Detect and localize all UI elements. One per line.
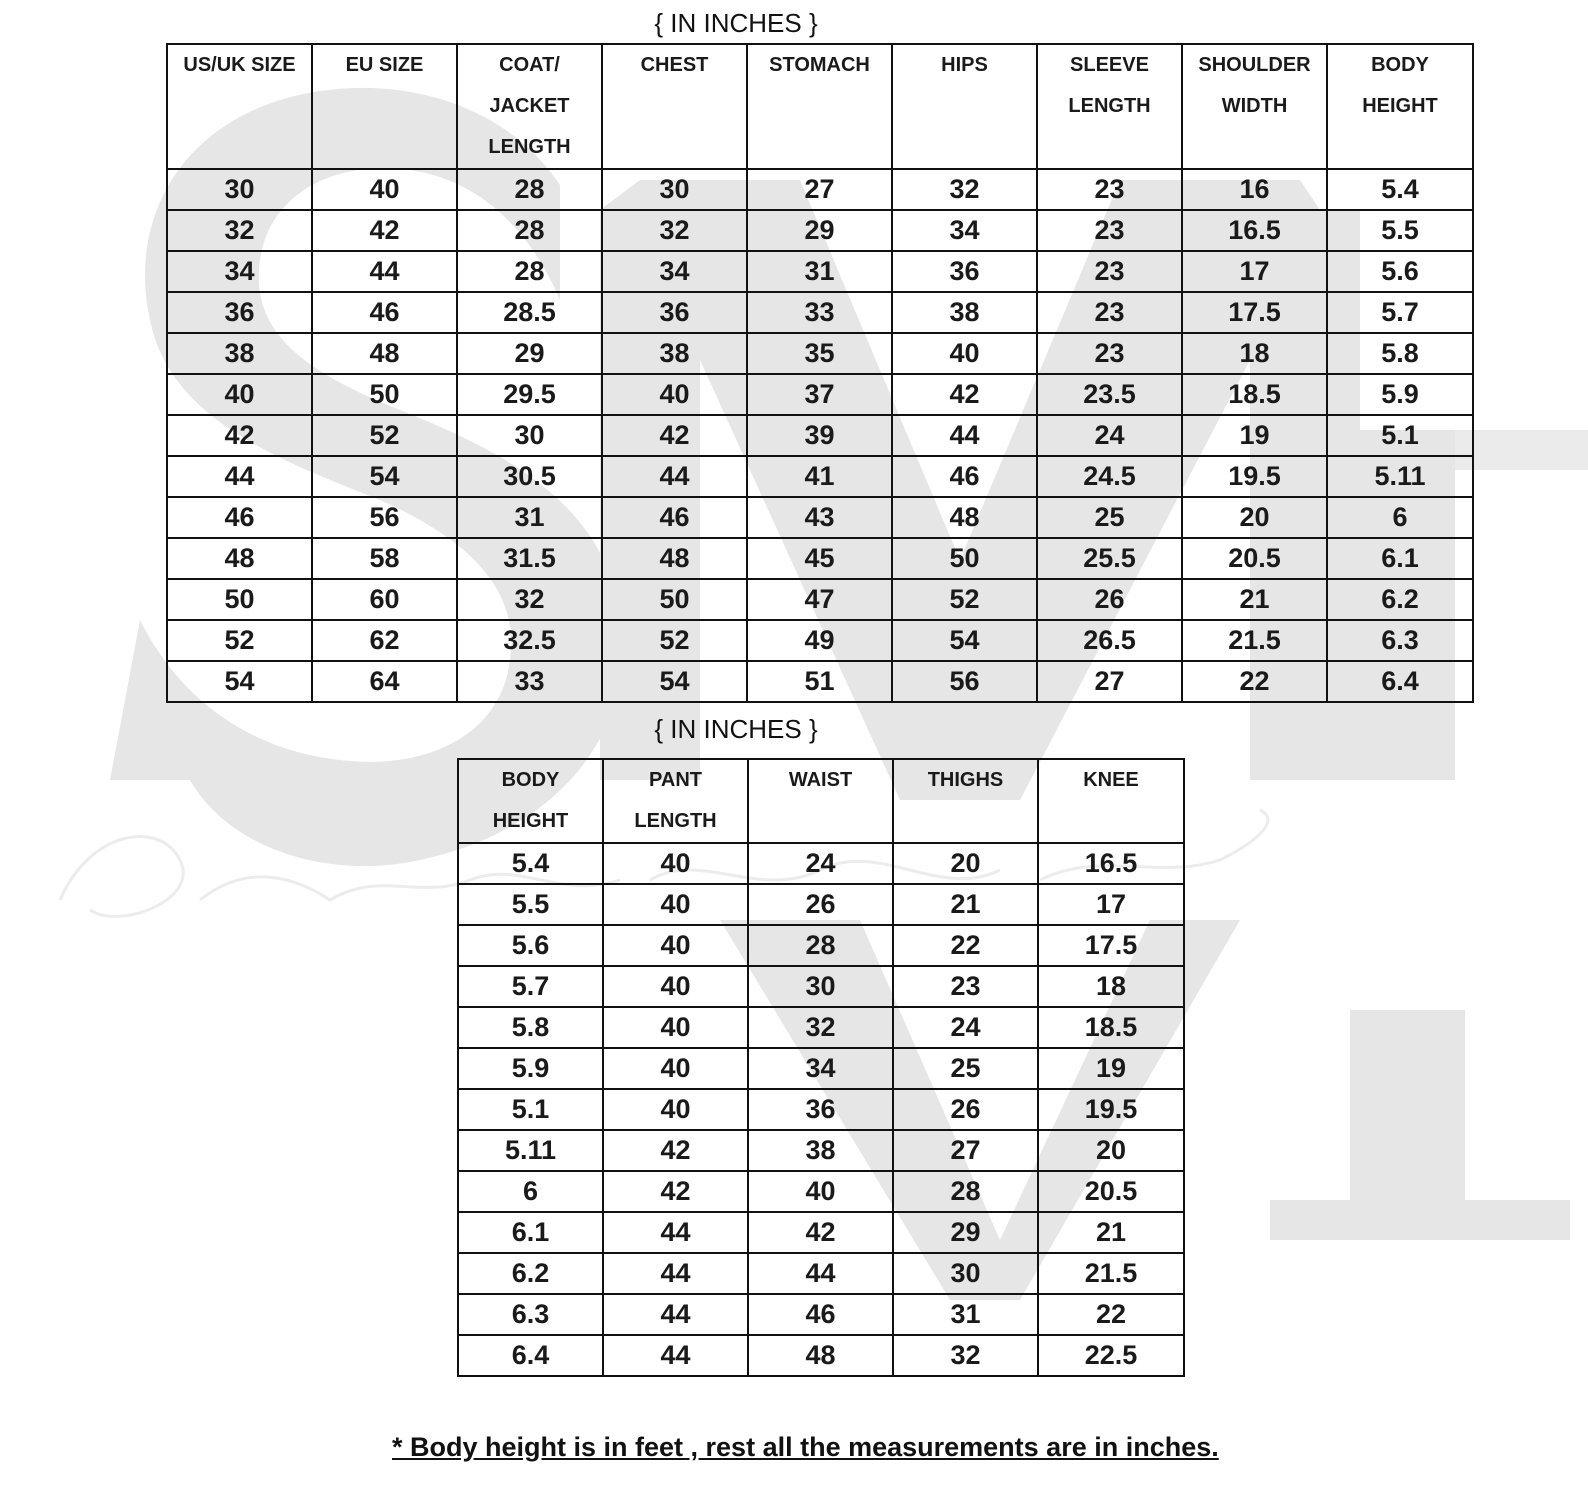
table-cell: 48	[312, 333, 457, 374]
table-cell: 50	[602, 579, 747, 620]
table-cell: 16.5	[1038, 843, 1184, 884]
table-cell: 36	[167, 292, 312, 333]
table-cell: 44	[603, 1253, 748, 1294]
table-cell: 22.5	[1038, 1335, 1184, 1376]
table-cell: 30	[602, 169, 747, 210]
table-row	[458, 1294, 1184, 1335]
table-cell: 5.5	[1327, 210, 1473, 251]
table-cell: 50	[892, 538, 1037, 579]
table-cell: 62	[312, 620, 457, 661]
table-cell: 29.5	[457, 374, 602, 415]
table-cell: 42	[603, 1171, 748, 1212]
table-row	[167, 579, 1473, 620]
table-cell: 40	[603, 884, 748, 925]
table-cell: 6	[1327, 497, 1473, 538]
table-cell: 20	[1038, 1130, 1184, 1171]
table-cell: 32	[892, 169, 1037, 210]
table-cell: 44	[167, 456, 312, 497]
table-row	[167, 169, 1473, 210]
table-cell: 48	[748, 1335, 893, 1376]
footnote: * Body height is in feet , rest all the measurements are in inches.	[392, 1432, 1219, 1462]
table-cell: 26	[748, 884, 893, 925]
header-knee: KNEE	[1038, 759, 1184, 843]
table-cell: 27	[893, 1130, 1038, 1171]
table-row	[167, 333, 1473, 374]
table-cell: 28	[893, 1171, 1038, 1212]
table-cell: 6.1	[458, 1212, 603, 1253]
table-cell: 5.4	[458, 843, 603, 884]
table-cell: 40	[603, 925, 748, 966]
table-cell: 29	[457, 333, 602, 374]
table-cell: 49	[747, 620, 892, 661]
table-cell: 28	[457, 251, 602, 292]
table-cell: 26	[893, 1089, 1038, 1130]
table-cell: 20	[1182, 497, 1327, 538]
pant-table-caption: { IN INCHES }	[654, 714, 818, 744]
header-eu-size: EU SIZE	[312, 44, 457, 169]
table-cell: 40	[167, 374, 312, 415]
table-row	[458, 1335, 1184, 1376]
table-cell: 31.5	[457, 538, 602, 579]
table-cell: 32	[457, 579, 602, 620]
table-cell: 6.3	[1327, 620, 1473, 661]
table-cell: 23	[1037, 251, 1182, 292]
table-cell: 35	[747, 333, 892, 374]
table-cell: 23	[1037, 210, 1182, 251]
table-cell: 52	[167, 620, 312, 661]
table-cell: 21.5	[1038, 1253, 1184, 1294]
table-cell: 46	[167, 497, 312, 538]
table-cell: 17.5	[1182, 292, 1327, 333]
table-cell: 42	[312, 210, 457, 251]
table-cell: 5.8	[1327, 333, 1473, 374]
table-cell: 52	[602, 620, 747, 661]
table-cell: 46	[312, 292, 457, 333]
table-cell: 40	[603, 1007, 748, 1048]
table-cell: 58	[312, 538, 457, 579]
table-cell: 5.4	[1327, 169, 1473, 210]
table-cell: 32	[748, 1007, 893, 1048]
table-row	[458, 884, 1184, 925]
table-row	[167, 251, 1473, 292]
jacket-table-body	[167, 169, 1473, 702]
table-cell: 38	[602, 333, 747, 374]
header-stomach: STOMACH	[747, 44, 892, 169]
table-cell: 36	[602, 292, 747, 333]
table-cell: 40	[603, 1089, 748, 1130]
header-us-uk-size: US/UK SIZE	[167, 44, 312, 169]
table-cell: 42	[167, 415, 312, 456]
table-cell: 46	[892, 456, 1037, 497]
header-coat-jacket-length: COAT/ JACKET LENGTH	[457, 44, 602, 169]
table-row	[458, 1007, 1184, 1048]
table-row	[458, 1253, 1184, 1294]
table-cell: 48	[602, 538, 747, 579]
table-cell: 20.5	[1182, 538, 1327, 579]
jacket-header-row	[167, 44, 1473, 169]
table-cell: 40	[603, 966, 748, 1007]
table-cell: 36	[892, 251, 1037, 292]
table-cell: 28.5	[457, 292, 602, 333]
table-cell: 5.1	[1327, 415, 1473, 456]
table-cell: 5.9	[1327, 374, 1473, 415]
table-row	[167, 415, 1473, 456]
table-cell: 21.5	[1182, 620, 1327, 661]
table-cell: 32.5	[457, 620, 602, 661]
table-row	[167, 374, 1473, 415]
watermark-lower-base	[1270, 1200, 1570, 1240]
table-cell: 24.5	[1037, 456, 1182, 497]
table-cell: 39	[747, 415, 892, 456]
table-cell: 21	[1182, 579, 1327, 620]
table-cell: 44	[603, 1212, 748, 1253]
table-cell: 38	[167, 333, 312, 374]
table-row	[458, 1212, 1184, 1253]
table-cell: 40	[312, 169, 457, 210]
table-row	[167, 456, 1473, 497]
table-cell: 52	[312, 415, 457, 456]
table-cell: 5.5	[458, 884, 603, 925]
table-cell: 24	[893, 1007, 1038, 1048]
table-cell: 26	[1037, 579, 1182, 620]
table-cell: 6	[458, 1171, 603, 1212]
table-row	[458, 1130, 1184, 1171]
table-cell: 27	[1037, 661, 1182, 702]
table-cell: 17	[1182, 251, 1327, 292]
header-thighs: THIGHS	[893, 759, 1038, 843]
table-row	[458, 966, 1184, 1007]
table-cell: 30	[893, 1253, 1038, 1294]
table-cell: 31	[893, 1294, 1038, 1335]
table-cell: 21	[1038, 1212, 1184, 1253]
table-cell: 40	[892, 333, 1037, 374]
table-cell: 34	[748, 1048, 893, 1089]
table-cell: 5.11	[1327, 456, 1473, 497]
table-cell: 18	[1182, 333, 1327, 374]
header-body-height: BODY HEIGHT	[458, 759, 603, 843]
table-cell: 28	[457, 169, 602, 210]
table-cell: 30.5	[457, 456, 602, 497]
header-sleeve-length: SLEEVE LENGTH	[1037, 44, 1182, 169]
table-cell: 32	[893, 1335, 1038, 1376]
table-cell: 6.2	[1327, 579, 1473, 620]
table-cell: 26.5	[1037, 620, 1182, 661]
table-cell: 44	[312, 251, 457, 292]
table-cell: 54	[167, 661, 312, 702]
table-cell: 29	[893, 1212, 1038, 1253]
table-cell: 6.4	[458, 1335, 603, 1376]
table-cell: 54	[892, 620, 1037, 661]
pant-header-row	[458, 759, 1184, 843]
table-cell: 48	[167, 538, 312, 579]
table-cell: 17.5	[1038, 925, 1184, 966]
pant-table-body	[458, 843, 1184, 1376]
table-cell: 6.4	[1327, 661, 1473, 702]
header-shoulder-width: SHOULDER WIDTH	[1182, 44, 1327, 169]
table-cell: 47	[747, 579, 892, 620]
table-cell: 22	[893, 925, 1038, 966]
table-cell: 6.2	[458, 1253, 603, 1294]
table-cell: 38	[748, 1130, 893, 1171]
table-cell: 5.7	[458, 966, 603, 1007]
header-pant-length: PANT LENGTH	[603, 759, 748, 843]
table-cell: 23	[1037, 292, 1182, 333]
table-cell: 17	[1038, 884, 1184, 925]
table-cell: 5.8	[458, 1007, 603, 1048]
table-cell: 5.11	[458, 1130, 603, 1171]
table-cell: 16	[1182, 169, 1327, 210]
table-cell: 19.5	[1182, 456, 1327, 497]
table-cell: 44	[602, 456, 747, 497]
table-cell: 60	[312, 579, 457, 620]
table-cell: 37	[747, 374, 892, 415]
table-cell: 42	[603, 1130, 748, 1171]
table-row	[167, 661, 1473, 702]
table-cell: 54	[602, 661, 747, 702]
table-cell: 5.1	[458, 1089, 603, 1130]
table-cell: 43	[747, 497, 892, 538]
table-cell: 32	[167, 210, 312, 251]
jacket-table-caption: { IN INCHES }	[654, 8, 818, 38]
table-cell: 22	[1182, 661, 1327, 702]
table-cell: 24	[748, 843, 893, 884]
table-row	[458, 1171, 1184, 1212]
table-row	[458, 925, 1184, 966]
table-cell: 23	[1037, 169, 1182, 210]
table-cell: 28	[457, 210, 602, 251]
table-cell: 56	[892, 661, 1037, 702]
table-cell: 6.1	[1327, 538, 1473, 579]
table-cell: 40	[603, 843, 748, 884]
table-cell: 25	[893, 1048, 1038, 1089]
table-cell: 54	[312, 456, 457, 497]
table-cell: 25	[1037, 497, 1182, 538]
table-cell: 36	[748, 1089, 893, 1130]
table-row	[167, 538, 1473, 579]
table-cell: 28	[748, 925, 893, 966]
table-cell: 18.5	[1182, 374, 1327, 415]
table-cell: 64	[312, 661, 457, 702]
table-cell: 30	[748, 966, 893, 1007]
table-cell: 40	[603, 1048, 748, 1089]
table-cell: 5.6	[458, 925, 603, 966]
table-cell: 44	[603, 1294, 748, 1335]
table-row	[167, 292, 1473, 333]
table-cell: 23	[1037, 333, 1182, 374]
table-cell: 56	[312, 497, 457, 538]
table-cell: 45	[747, 538, 892, 579]
header-body-height: BODY HEIGHT	[1327, 44, 1473, 169]
table-cell: 52	[892, 579, 1037, 620]
table-cell: 25.5	[1037, 538, 1182, 579]
table-cell: 44	[748, 1253, 893, 1294]
table-cell: 5.6	[1327, 251, 1473, 292]
table-cell: 23.5	[1037, 374, 1182, 415]
table-cell: 18.5	[1038, 1007, 1184, 1048]
table-row	[458, 1089, 1184, 1130]
table-row	[458, 1048, 1184, 1089]
table-cell: 42	[748, 1212, 893, 1253]
table-cell: 44	[603, 1335, 748, 1376]
table-cell: 32	[602, 210, 747, 251]
table-cell: 16.5	[1182, 210, 1327, 251]
table-cell: 38	[892, 292, 1037, 333]
header-hips: HIPS	[892, 44, 1037, 169]
table-cell: 21	[893, 884, 1038, 925]
table-cell: 34	[167, 251, 312, 292]
table-cell: 20	[893, 843, 1038, 884]
table-cell: 48	[892, 497, 1037, 538]
table-cell: 19.5	[1038, 1089, 1184, 1130]
pant-size-table	[457, 758, 1185, 1377]
table-cell: 41	[747, 456, 892, 497]
table-cell: 22	[1038, 1294, 1184, 1335]
table-cell: 31	[747, 251, 892, 292]
table-row	[167, 620, 1473, 661]
table-cell: 33	[747, 292, 892, 333]
table-cell: 34	[892, 210, 1037, 251]
table-cell: 42	[602, 415, 747, 456]
table-cell: 34	[602, 251, 747, 292]
table-cell: 20.5	[1038, 1171, 1184, 1212]
table-cell: 31	[457, 497, 602, 538]
table-cell: 23	[893, 966, 1038, 1007]
jacket-size-table	[166, 43, 1474, 703]
table-row	[167, 210, 1473, 251]
table-cell: 42	[892, 374, 1037, 415]
table-cell: 5.7	[1327, 292, 1473, 333]
table-cell: 40	[748, 1171, 893, 1212]
table-cell: 5.9	[458, 1048, 603, 1089]
header-chest: CHEST	[602, 44, 747, 169]
table-cell: 18	[1038, 966, 1184, 1007]
table-cell: 29	[747, 210, 892, 251]
table-cell: 46	[602, 497, 747, 538]
header-waist: WAIST	[748, 759, 893, 843]
table-cell: 40	[602, 374, 747, 415]
table-cell: 24	[1037, 415, 1182, 456]
table-cell: 19	[1182, 415, 1327, 456]
table-cell: 51	[747, 661, 892, 702]
table-cell: 50	[312, 374, 457, 415]
table-cell: 6.3	[458, 1294, 603, 1335]
table-cell: 50	[167, 579, 312, 620]
table-cell: 33	[457, 661, 602, 702]
table-cell: 30	[167, 169, 312, 210]
table-cell: 27	[747, 169, 892, 210]
table-cell: 44	[892, 415, 1037, 456]
table-row	[167, 497, 1473, 538]
table-cell: 46	[748, 1294, 893, 1335]
table-cell: 30	[457, 415, 602, 456]
table-cell: 19	[1038, 1048, 1184, 1089]
table-row	[458, 843, 1184, 884]
